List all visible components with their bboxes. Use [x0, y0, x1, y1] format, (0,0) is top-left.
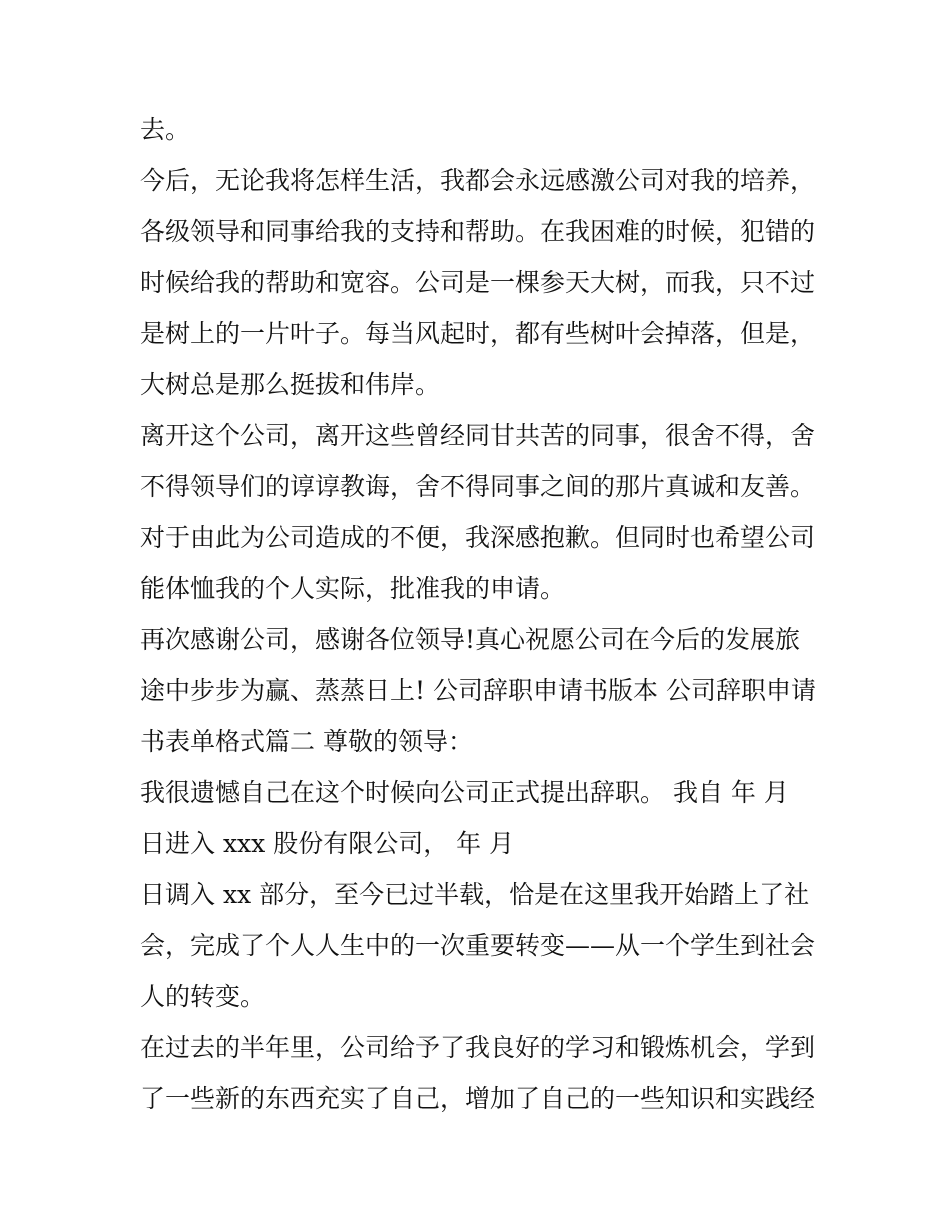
text-line: 了一些新的东西充实了自己，增加了自己的一些知识和实践经 [140, 1084, 816, 1113]
text-line: 我很遗憾自己在这个时候向公司正式提出辞职。 我自 年 月 [140, 778, 789, 807]
text-line: 今后，无论我将怎样生活，我都会永远感激公司对我的培养， [140, 166, 816, 195]
text-line: 时候给我的帮助和宽容。公司是一棵参天大树，而我，只不过 [140, 268, 816, 297]
text-line: 会，完成了个人人生中的一次重要转变——从一个学生到社会 [140, 931, 816, 960]
text-line: 日调入 xx 部分，至今已过半载，恰是在这里我开始踏上了社 [140, 880, 810, 909]
text-line: 能体恤我的个人实际，批准我的申请。 [140, 574, 566, 603]
text-line: 各级领导和同事给我的支持和帮助。在我困难的时候，犯错的 [140, 217, 816, 246]
text-line: 再次感谢公司，感谢各位领导!真心祝愿公司在今后的发展旅 [140, 625, 801, 654]
text-line: 途中步步为赢、蒸蒸日上! 公司辞职申请书版本 公司辞职申请 [140, 676, 816, 705]
text-line: 不得领导们的谆谆教诲，舍不得同事之间的那片真诚和友善。 [140, 472, 816, 501]
text-line: 离开这个公司，离开这些曾经同甘共苦的同事，很舍不得，舍 [140, 421, 816, 450]
text-line: 书表单格式篇二 尊敬的领导： [140, 727, 473, 756]
text-line: 日进入 xxx 股份有限公司， 年 月 [140, 829, 515, 858]
text-line: 人的转变。 [140, 982, 266, 1011]
text-line: 对于由此为公司造成的不便，我深感抱歉。但同时也希望公司 [140, 523, 816, 552]
document-body [140, 108, 820, 1128]
text-line: 在过去的半年里，公司给予了我良好的学习和锻炼机会，学到 [140, 1033, 816, 1062]
text-line: 是树上的一片叶子。每当风起时，都有些树叶会掉落，但是， [140, 319, 816, 348]
text-line: 去。 [140, 115, 191, 144]
text-line: 大树总是那么挺拔和伟岸。 [140, 370, 441, 399]
